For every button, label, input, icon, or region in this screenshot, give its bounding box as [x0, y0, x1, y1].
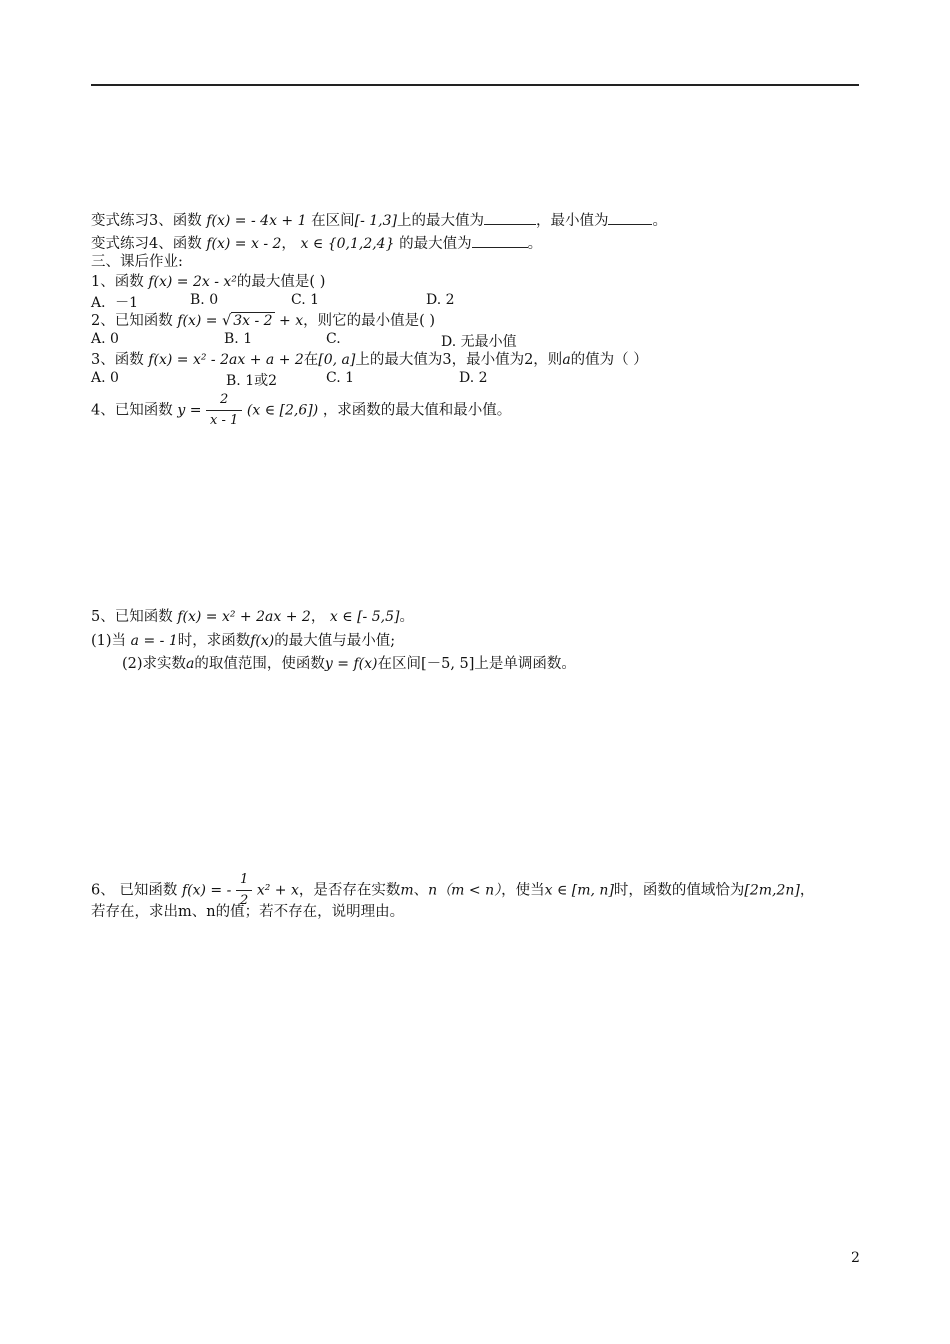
section-title: 三、课后作业: — [91, 254, 183, 270]
q6-function-b: x² + x — [256, 882, 299, 899]
q4-lead: 4、已知函数 — [91, 402, 173, 419]
q5-end: 。 — [399, 609, 414, 625]
q3-lead: 3、函数 — [91, 352, 144, 368]
question-5 — [91, 608, 414, 626]
q4-y: y = — [177, 402, 202, 419]
q1-choice-a: A．－1 — [91, 295, 139, 311]
question-2: 2、已知函数 f(x) = √ 3x - 2 + x，则它的最小值是( ) — [91, 313, 436, 329]
exercise-variant-3 — [91, 210, 667, 230]
q5-part1-function: f(x) — [250, 633, 275, 649]
q5-part1-lead: (1)当 — [91, 633, 127, 649]
q6-lead: 6、 已知函数 — [91, 882, 178, 899]
q1-tail: 的最大值是( ) — [236, 274, 326, 290]
q2-choice-a: A. 0 — [91, 331, 119, 347]
variant4-end: 。 — [527, 236, 543, 252]
q6-fraction-numerator: 1 — [236, 870, 252, 891]
q6-end: ， — [799, 882, 815, 899]
question-5-part-1 — [91, 632, 395, 650]
q6-mid2: ，使当 — [501, 882, 545, 899]
q2-choice-d: D. 无最小值 — [441, 334, 517, 350]
q6-condition: （m < n） — [437, 882, 502, 899]
q3-var: a — [562, 352, 571, 368]
question-4 — [91, 390, 511, 431]
answer-blank — [472, 233, 528, 248]
q3-choice-b: B. 1或2 — [226, 373, 278, 389]
q2-tail: ，则它的最小值是( ) — [303, 313, 436, 329]
q5-lead: 5、已知函数 — [91, 609, 173, 625]
variant4-domain: x ∈ {0,1,2,4} — [300, 236, 395, 252]
q5-domain: x ∈ [- 5,5] — [329, 609, 400, 625]
q1-lead: 1、函数 — [91, 274, 144, 290]
q3-function: f(x) = x² - 2ax + a + 2 — [148, 352, 304, 368]
q6-fraction-denominator: 2 — [239, 893, 249, 908]
q5-part2-function: y = f(x) — [324, 656, 378, 672]
q1-function: f(x) = 2x - x² — [148, 274, 237, 290]
variant4-tail: 的最大值为 — [399, 236, 472, 252]
variant3-function: f(x) = - 4x + 1 — [206, 213, 307, 229]
q2-lead: 2、已知函数 — [91, 313, 173, 329]
q4-fraction-numerator: 2 — [206, 390, 242, 411]
variant4-lead: 变式练习4、函数 — [91, 236, 202, 252]
q5-part2-tail: 在区间[－5, 5]上是单调函数。 — [377, 656, 576, 672]
q2-function-b: + x — [274, 313, 304, 329]
q2-choice-b: B. 1 — [224, 331, 253, 347]
q6-function-a: f(x) = - — [181, 882, 232, 899]
q5-part2-lead: (2)求实数 — [122, 656, 187, 672]
q6-m: m — [400, 882, 414, 899]
q2-sqrt-radicand: 3x - 2 — [233, 313, 273, 329]
q3-tail2: 的值为（ ） — [570, 352, 648, 368]
answer-blank — [608, 210, 652, 225]
variant3-lead: 变式练习3、函数 — [91, 213, 202, 229]
q6-range: [2m,2n] — [744, 882, 800, 899]
q2-function-a: f(x) = — [177, 313, 222, 329]
q5-part2-var: a — [186, 656, 195, 672]
q3-interval: [0, a] — [318, 352, 356, 368]
variant4-sep: ， — [281, 236, 296, 252]
q4-fraction-denominator: x - 1 — [210, 413, 239, 428]
q5-sep: ， — [310, 609, 326, 625]
q3-tail: 上的最大值为3，最小值为2，则 — [355, 352, 563, 368]
variant3-interval: [- 1,3] — [354, 213, 397, 229]
answer-blank — [484, 210, 536, 225]
page-number: 2 — [851, 1250, 860, 1266]
question-3 — [91, 351, 648, 369]
q1-choice-d: D. 2 — [426, 292, 455, 308]
header-rule — [91, 84, 859, 86]
q1-choice-c: C. 1 — [291, 292, 320, 308]
exercise-variant-4 — [91, 233, 542, 253]
q6-mid: ，是否存在实数 — [298, 882, 401, 899]
q6-mid3: 时，函数的值域恰为 — [613, 882, 745, 899]
q3-choice-a: A. 0 — [91, 370, 119, 386]
question-5-part-2 — [122, 655, 576, 673]
q5-function: f(x) = x² + 2ax + 2 — [177, 609, 311, 625]
q6-domain: x ∈ [m, n] — [544, 882, 614, 899]
variant3-tail2: ，最小值为 — [535, 213, 609, 229]
q6-n: n — [428, 882, 438, 899]
q3-choice-d: D. 2 — [459, 370, 488, 386]
q6-dun: 、 — [413, 882, 429, 899]
question-6-line-2: 若存在，求出m、n的值；若不存在，说明理由。 — [91, 904, 405, 920]
q5-part1-mid: 时，求函数 — [177, 633, 251, 649]
variant3-tail: 上的最大值为 — [396, 213, 484, 229]
q2-choice-c: C. — [326, 331, 341, 347]
variant3-mid: 在区间 — [311, 213, 355, 229]
q4-tail: ，求函数的最大值和最小值。 — [322, 402, 512, 419]
variant4-function: f(x) = x - 2 — [206, 236, 282, 252]
q4-domain: (x ∈ [2,6]) — [246, 402, 319, 419]
variant3-end: 。 — [652, 213, 667, 229]
q5-part2-mid: 的取值范围，使函数 — [194, 656, 325, 672]
q1-choice-b: B. 0 — [190, 292, 219, 308]
q3-choice-c: C. 1 — [326, 370, 355, 386]
q5-part1-tail: 的最大值与最小值; — [274, 633, 396, 649]
question-1 — [91, 273, 325, 291]
q5-part1-condition: a = - 1 — [130, 633, 178, 649]
q3-mid: 在 — [303, 352, 319, 368]
q4-fraction — [206, 390, 242, 431]
